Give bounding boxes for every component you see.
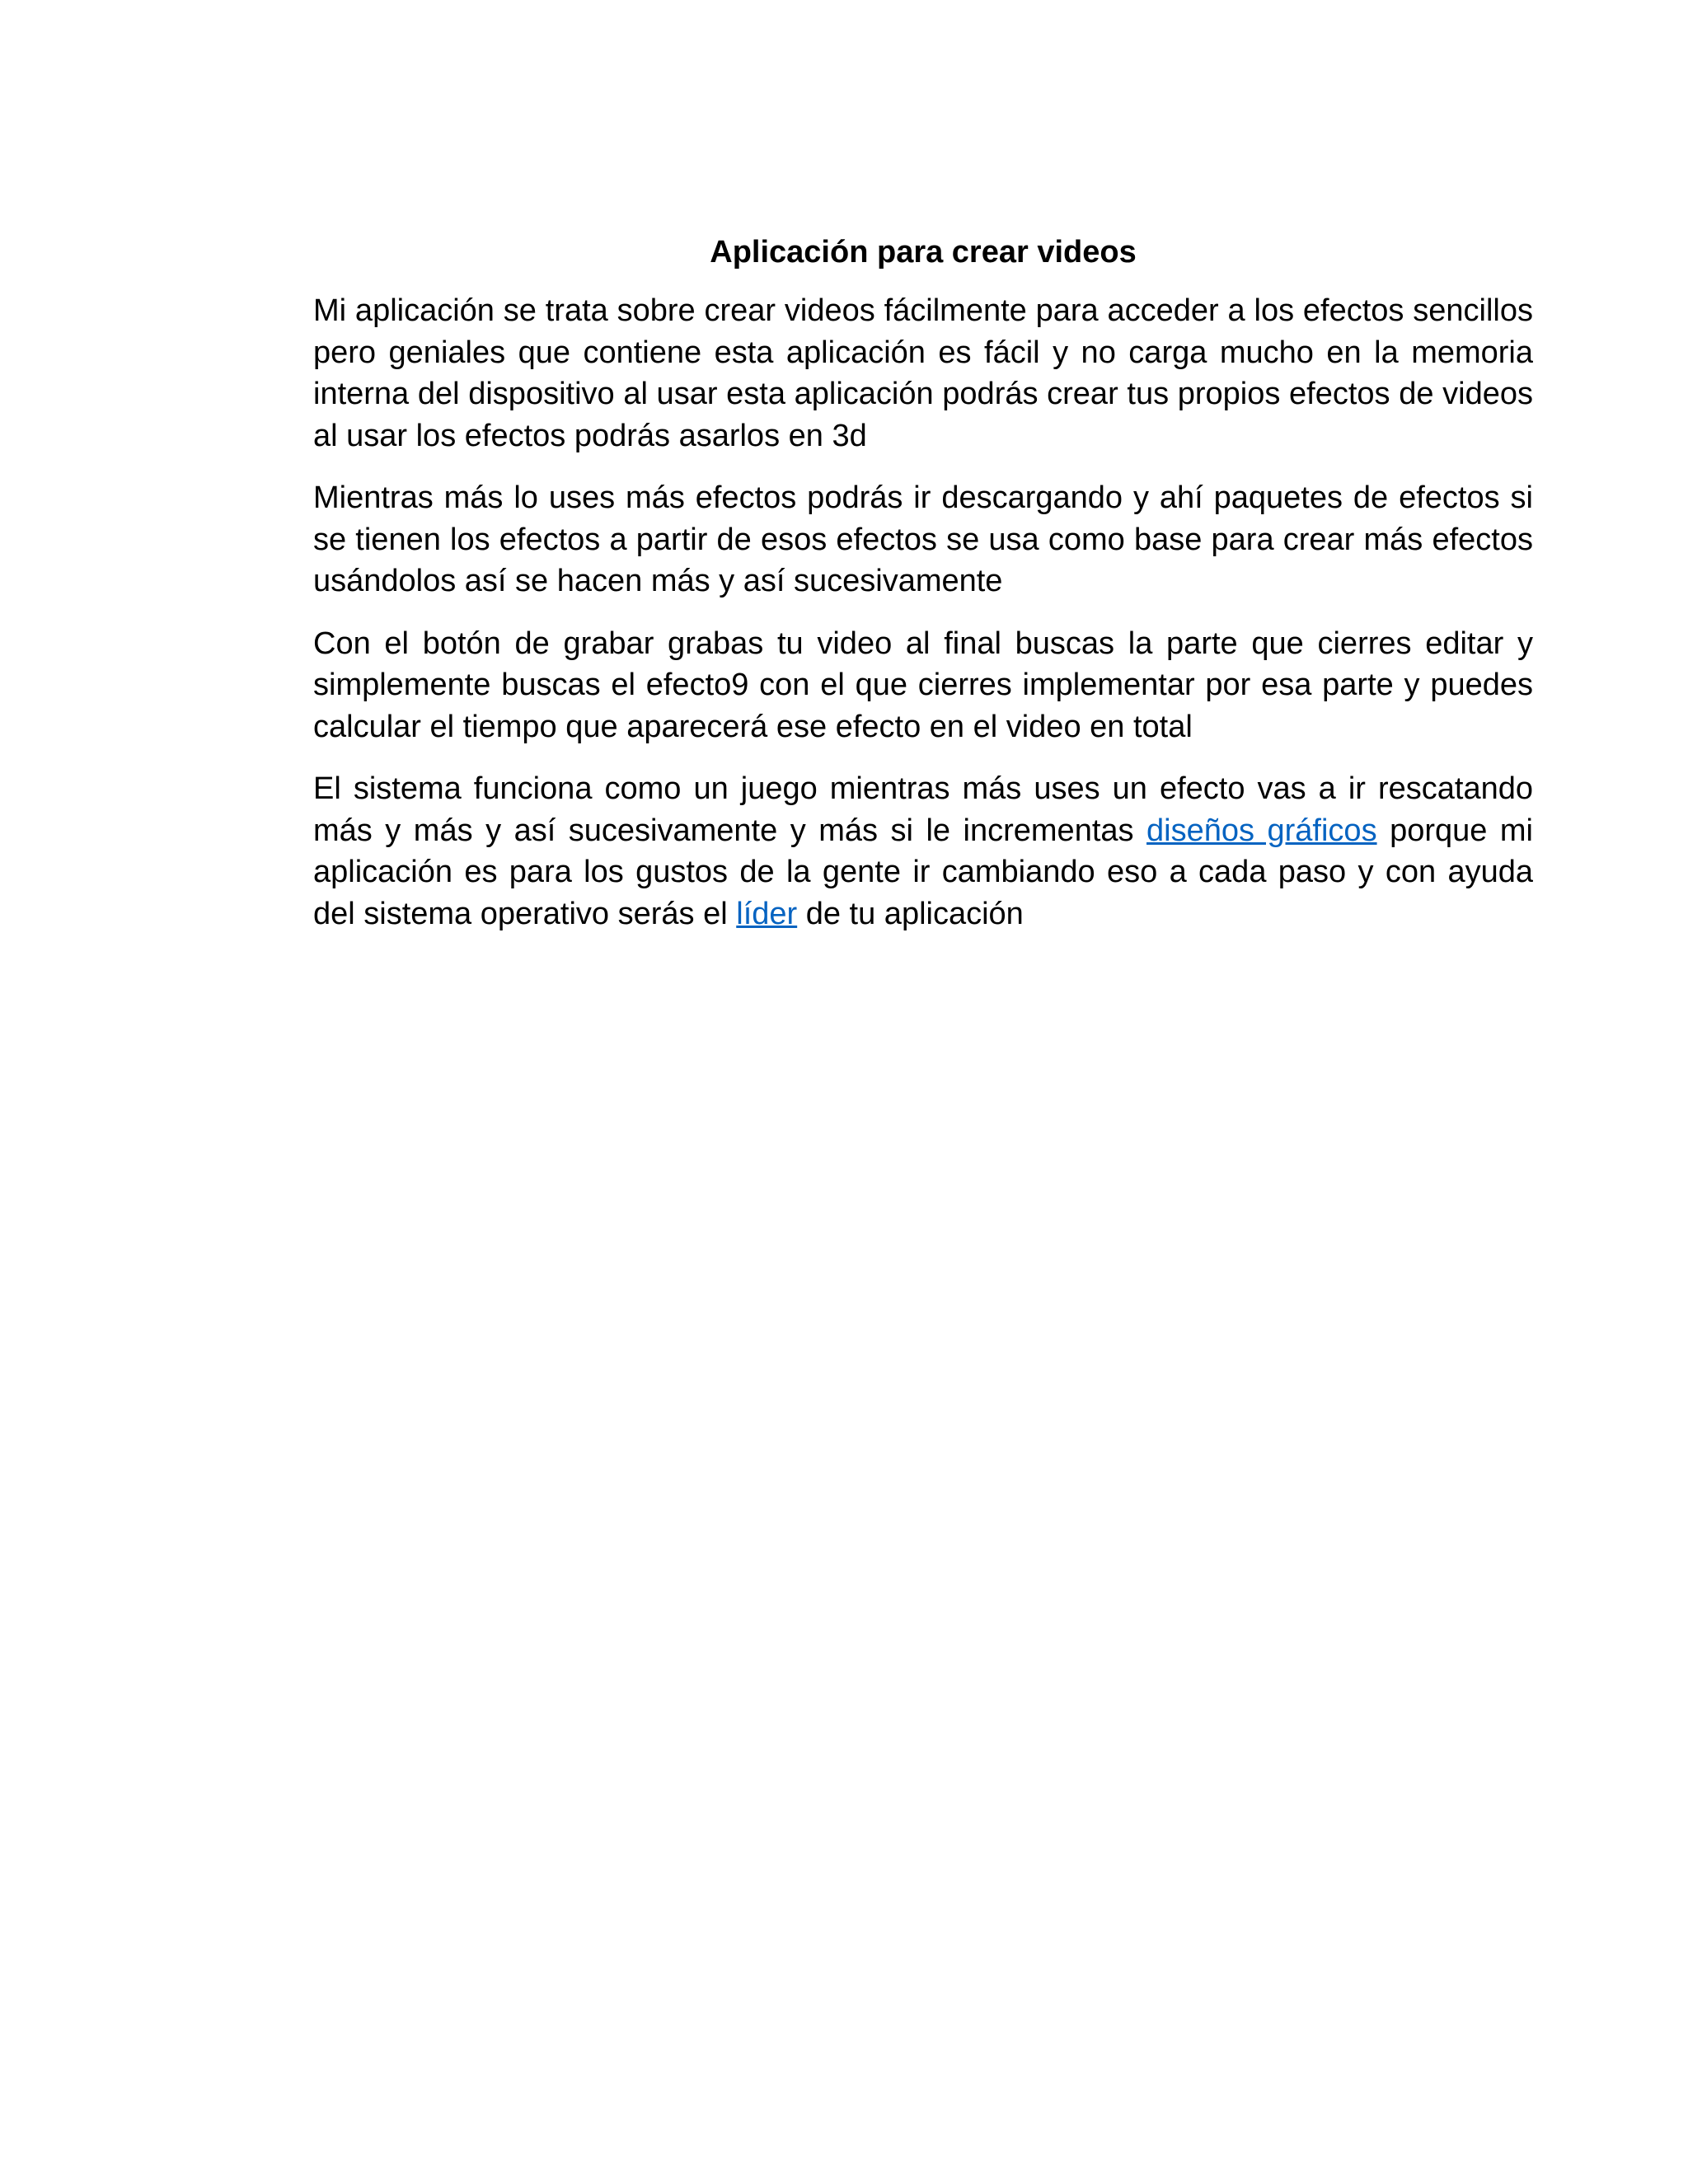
link-disenos-graficos[interactable]: diseños gráficos (1146, 813, 1377, 848)
paragraph-4 (313, 768, 1533, 935)
document-body (313, 229, 1533, 955)
document-title: Aplicación para crear videos (710, 235, 1137, 269)
paragraph-4-text-1: El sistema funciona como un juego mientras más uses un efecto vas a ir rescatando más y más y así sucesivamente y más si le incrementas (313, 771, 1533, 848)
paragraph-1: Mi aplicación se trata sobre crear videos fácilmente para acceder a los efectos sencillos pero geniales que contiene esta aplicación es fácil y no carga mucho en la memoria interna del dispositivo al usar esta aplicación podrás crear tus propios efectos de videos al usar los efectos podrás asarlos en 3d (313, 293, 1533, 453)
paragraph-3: Con el botón de grabar grabas tu video al final buscas la parte que cierres editar y simplemente buscas el efecto9 con el que cierres implementar por esa parte y puedes calcular el tiempo que aparecerá ese efecto en el video en total (313, 626, 1533, 744)
link-lider[interactable]: líder (736, 896, 798, 931)
paragraph-4-text-3: de tu aplicación (797, 896, 1024, 931)
paragraph-4-text-2: porque mi aplicación es para los gustos de la gente ir cambiando eso a cada paso y con ayuda del sistema operativo serás el (313, 813, 1533, 931)
paragraph-2: Mientras más lo uses más efectos podrás ir descargando y ahí paquetes de efectos si se tienen los efectos a partir de esos efectos se usa como base para crear más efectos usándolos así se hacen más y así sucesivamente (313, 480, 1533, 598)
